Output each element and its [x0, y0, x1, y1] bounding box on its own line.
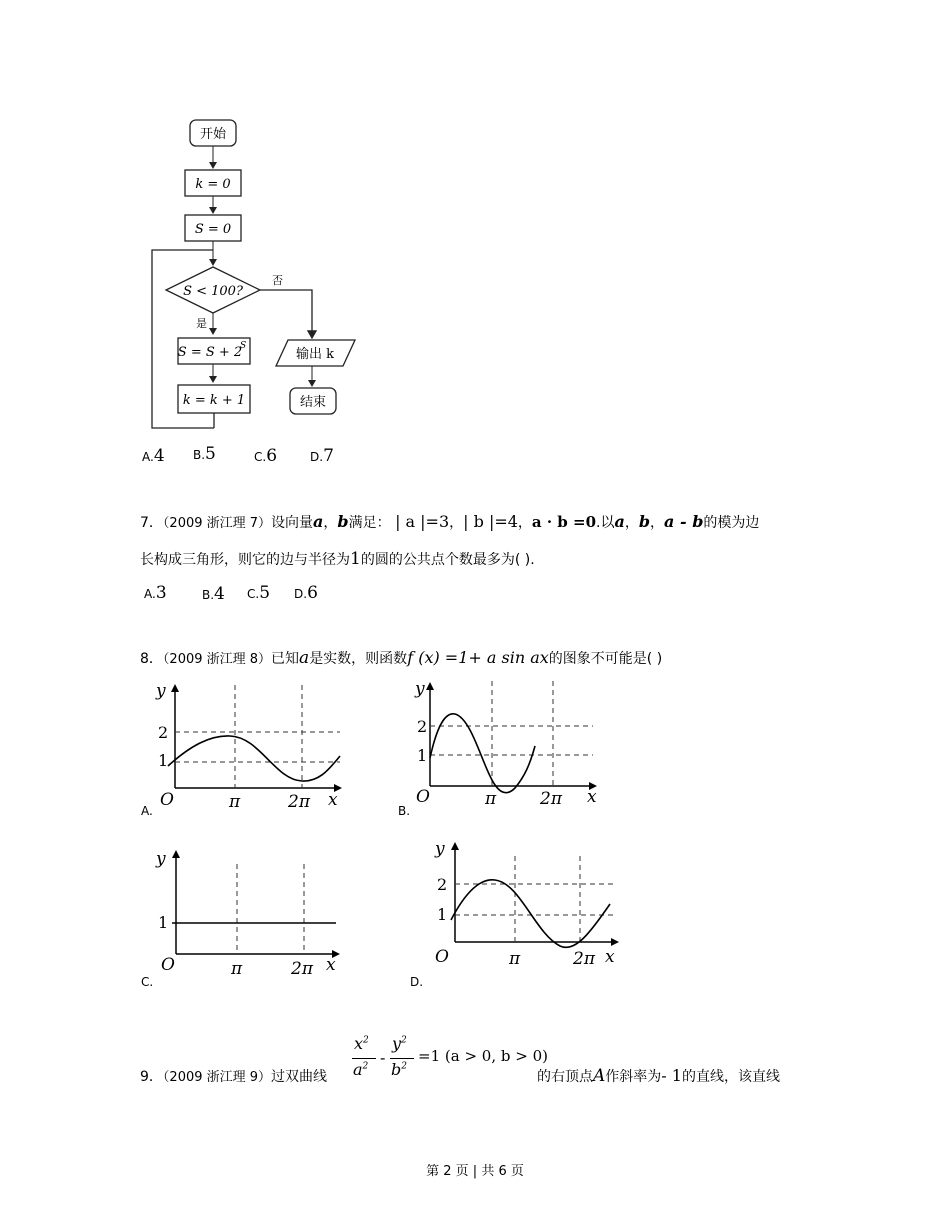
q8-graph-d — [425, 838, 625, 970]
q7-option-label: B. — [202, 588, 215, 602]
flow-s0-text: S = 0 — [194, 222, 232, 237]
q7-line2-b: 的圆的公共点个数最多为( ). — [360, 552, 535, 568]
q9-frac1-num — [354, 1034, 369, 1053]
q7-vec-a: a — [614, 512, 625, 531]
q7-cond1: | a |=3 — [395, 512, 450, 531]
q7-text: .以 — [596, 515, 615, 531]
q9-frac2-num — [392, 1034, 407, 1053]
graph-origin-label: O — [416, 787, 430, 807]
q6-option-c — [254, 446, 277, 466]
q7-option-b — [202, 584, 225, 604]
q7-text: 设向量 — [271, 515, 314, 531]
q7-text: 的模为边 — [703, 515, 760, 531]
q6-option-a — [142, 446, 165, 466]
q8-var-a: a — [299, 648, 310, 668]
q6-option-value: 5 — [205, 444, 216, 464]
q9-text: 的右顶点 — [537, 1069, 593, 1085]
graph-y-label: y — [415, 679, 425, 699]
graph-two-label: 2 — [158, 723, 169, 742]
q7-line2 — [140, 549, 535, 569]
q8-source: （2009 浙江理 8） — [162, 652, 272, 667]
q8-graph-a — [150, 680, 355, 810]
q7-radius: 1 — [350, 549, 361, 569]
graph-pi-label: π — [229, 792, 241, 810]
q9-sq: 2 — [401, 1035, 407, 1046]
q8-graph-b-label: B. — [398, 804, 411, 818]
q7-text: 满足： — [348, 515, 391, 531]
q7-comma: ， — [449, 515, 464, 531]
q6-option-value: 7 — [323, 446, 334, 466]
graph-pi-label: π — [485, 789, 497, 808]
q9-y: y — [392, 1034, 402, 1053]
q9-hyperbola-equation — [350, 1034, 548, 1094]
q8-graph-b — [405, 676, 610, 808]
flow-no-label: 否 — [272, 274, 283, 287]
graph-pi-label: π — [231, 959, 243, 976]
q7-comma: ， — [650, 515, 665, 531]
q7-option-c — [247, 583, 270, 603]
q7-option-a — [144, 583, 167, 603]
q9-frac2-den — [391, 1060, 407, 1079]
graph-pi-label: π — [509, 949, 521, 969]
q7-cond3: a · b =0 — [531, 513, 597, 531]
q8-graph-d-label: D. — [410, 975, 424, 989]
q9-b: b — [391, 1060, 402, 1079]
graph-2pi-label: 2π — [291, 959, 313, 976]
q7-vec-b: b — [638, 512, 651, 531]
q6-option-value: 4 — [153, 446, 165, 466]
graph-origin-label: O — [435, 947, 449, 967]
q7-vec-ab: a - b — [664, 512, 704, 531]
q7-option-label: A. — [144, 587, 156, 601]
graph-x-label: x — [326, 955, 336, 975]
graph-2pi-label: 2π — [540, 789, 562, 808]
q6-option-d — [310, 446, 334, 466]
graph-origin-label: O — [160, 790, 174, 810]
q9-point-a: A — [593, 1066, 606, 1086]
q9-text: 作斜率为 — [605, 1069, 662, 1085]
q9-minus: - — [380, 1048, 386, 1067]
q9-number: 9． — [140, 1069, 163, 1085]
graph-one-label: 1 — [158, 913, 169, 932]
q8-graph-c — [150, 846, 350, 976]
q7-number: 7． — [140, 515, 163, 531]
flow-update-k-text: k = k + 1 — [182, 393, 246, 408]
q7-comma: ， — [517, 515, 532, 531]
q8-graph-a-label: A. — [141, 804, 153, 818]
graph-one-label: 1 — [437, 905, 448, 924]
q8-text: 的图象不可能是( ) — [548, 651, 663, 667]
q7-cond2: | b |=4 — [463, 512, 518, 531]
q9-sq: 2 — [401, 1061, 407, 1072]
q7-comma: ， — [323, 515, 338, 531]
q7-comma: ， — [624, 515, 639, 531]
q6-option-label: A. — [142, 450, 154, 464]
q8-line1 — [140, 648, 662, 668]
q6-option-label: B. — [193, 448, 206, 462]
q7-option-label: D. — [294, 587, 308, 601]
q9-sq: 2 — [362, 1061, 369, 1072]
flow-k0-text: k = 0 — [195, 177, 231, 192]
flow-update-s-text: S = S + 2 — [177, 345, 243, 360]
q7-line2-a: 长构成三角形，则它的边与半径为 — [140, 552, 350, 568]
page-footer: 第 2 页 | 共 6 页 — [426, 1164, 524, 1179]
q8-text: 已知 — [271, 651, 300, 667]
graph-2pi-label: 2π — [573, 949, 595, 969]
q9-frac1-bar — [352, 1058, 376, 1059]
flow-update-s-sup: S — [240, 341, 247, 351]
graph-y-label: y — [156, 681, 166, 701]
graph-x-label: x — [328, 790, 338, 810]
q9-line1-end — [537, 1066, 780, 1086]
q8-graph-c-label: C. — [141, 975, 154, 989]
flow-yes-label: 是 — [196, 317, 207, 330]
q8-number: 8． — [140, 651, 163, 667]
q9-a: a — [353, 1060, 363, 1079]
flow-end-text: 结束 — [299, 395, 327, 410]
q9-slope: - 1 — [661, 1066, 682, 1085]
graph-x-label: x — [587, 787, 597, 807]
q8-function: f (x) =1+ a sin ax — [407, 648, 549, 667]
graph-y-label: y — [435, 839, 445, 859]
graph-one-label: 1 — [417, 746, 428, 765]
q7-option-value: 4 — [214, 584, 225, 604]
q9-text: 过双曲线 — [271, 1069, 328, 1085]
q9-rhs: =1 (a > 0, b > 0) — [418, 1047, 548, 1065]
q9-line1-start — [140, 1066, 327, 1086]
q9-sq: 2 — [363, 1035, 369, 1046]
flow-condition-text: S < 100? — [183, 284, 243, 299]
graph-one-label: 1 — [158, 751, 169, 770]
q7-option-value: 5 — [259, 583, 271, 603]
q7-source: （2009 浙江理 7） — [162, 516, 272, 531]
q7-vec-b: b — [337, 512, 349, 531]
q8-text: 是实数，则函数 — [309, 651, 408, 667]
q9-frac1-den — [353, 1060, 368, 1079]
graph-origin-label: O — [161, 955, 175, 975]
q7-line1 — [140, 512, 759, 532]
q6-option-label: D. — [310, 450, 324, 464]
graph-x-label: x — [605, 947, 615, 967]
q9-frac2-bar — [390, 1058, 414, 1059]
q7-vec-a: a — [313, 512, 324, 531]
q6-option-value: 6 — [266, 446, 278, 466]
q6-option-b — [193, 444, 216, 464]
q7-option-value: 6 — [307, 583, 318, 603]
q7-option-label: C. — [247, 587, 260, 601]
graph-2pi-label: 2π — [288, 792, 310, 810]
q7-option-value: 3 — [155, 583, 167, 603]
flow-output-text: 输出 k — [295, 347, 335, 362]
q7-option-d — [294, 583, 318, 603]
graph-two-label: 2 — [417, 717, 428, 736]
q9-source: （2009 浙江理 9） — [162, 1070, 272, 1085]
q6-option-label: C. — [254, 450, 267, 464]
q9-x: x — [354, 1034, 364, 1053]
graph-y-label: y — [156, 849, 166, 869]
graph-two-label: 2 — [437, 875, 448, 894]
q9-text: 的直线，该直线 — [681, 1069, 780, 1085]
flowchart — [140, 110, 370, 440]
flow-start-text: 开始 — [199, 127, 227, 142]
